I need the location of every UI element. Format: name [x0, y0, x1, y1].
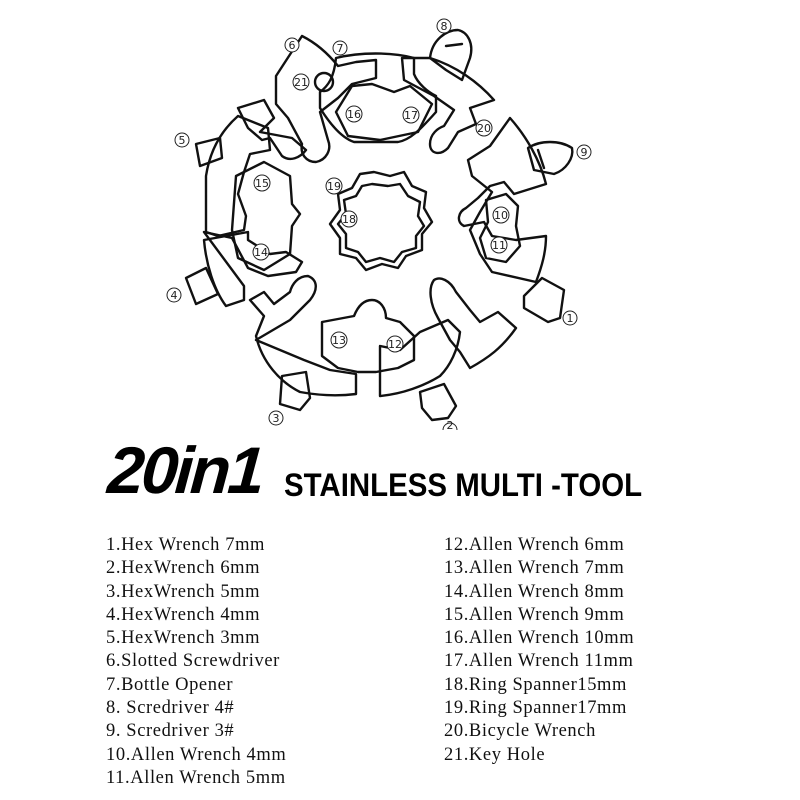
- list-item: 20.Bicycle Wrench: [444, 721, 596, 742]
- callout-15: [254, 175, 270, 191]
- list-item: 17.Allen Wrench 11mm: [444, 651, 634, 672]
- svg-text:2: 2: [446, 419, 454, 430]
- screwdriver-8: [430, 30, 471, 80]
- segment-right-upper: [459, 118, 546, 282]
- callout-12: [387, 336, 403, 352]
- callout-18: [341, 211, 357, 227]
- callout-20: [476, 120, 492, 136]
- callout-8: [437, 19, 451, 33]
- parts-list-left: [106, 534, 286, 790]
- list-item: 19.Ring Spanner17mm: [444, 698, 628, 719]
- list-item: 4.HexWrench 4mm: [106, 604, 261, 625]
- svg-text:14: 14: [254, 246, 268, 259]
- list-item: 5.HexWrench 3mm: [106, 628, 261, 649]
- list-item: 13.Allen Wrench 7mm: [444, 558, 625, 579]
- list-item: 7.Bottle Opener: [106, 674, 234, 695]
- callout-17: [403, 107, 419, 123]
- list-item: 9. Scredriver 3#: [106, 721, 235, 742]
- list-item: 3.HexWrench 5mm: [106, 581, 261, 602]
- callout-6: [285, 38, 299, 52]
- segment-top-left: [238, 100, 306, 159]
- list-item: 14.Allen Wrench 8mm: [444, 581, 625, 602]
- list-item: 18.Ring Spanner15mm: [444, 674, 628, 695]
- svg-text:5: 5: [178, 134, 186, 147]
- parts-list-right: [444, 534, 634, 767]
- svg-text:17: 17: [404, 109, 418, 122]
- callout-10: [493, 207, 509, 223]
- svg-text:3: 3: [272, 412, 280, 425]
- list-item: 11.Allen Wrench 5mm: [106, 767, 286, 788]
- svg-text:20: 20: [477, 122, 491, 135]
- list-item: 10.Allen Wrench 4mm: [106, 744, 287, 765]
- svg-text:15: 15: [255, 177, 269, 190]
- svg-text:16: 16: [347, 108, 361, 121]
- hex-wrench-1: [524, 278, 564, 322]
- svg-text:13: 13: [332, 334, 346, 347]
- list-item: 15.Allen Wrench 9mm: [444, 604, 625, 625]
- hex-wrench-3: [280, 372, 310, 410]
- list-item: 2.HexWrench 6mm: [106, 558, 261, 579]
- callout-14: [253, 244, 269, 260]
- callout-11: [491, 237, 507, 253]
- screwdriver-9: [528, 142, 572, 174]
- svg-text:18: 18: [342, 213, 356, 226]
- callout-21: [293, 74, 309, 90]
- callout-7: [333, 41, 347, 55]
- svg-text:9: 9: [580, 146, 588, 159]
- callout-4: [167, 288, 181, 302]
- list-item: 8. Scredriver 4#: [106, 698, 235, 719]
- svg-text:12: 12: [388, 338, 402, 351]
- hex-wrench-4: [186, 268, 218, 304]
- segment-bottom-right: [380, 320, 460, 396]
- list-item: 6.Slotted Screwdriver: [106, 651, 280, 672]
- hex-wrench-2: [420, 384, 456, 420]
- svg-text:7: 7: [336, 42, 344, 55]
- svg-text:11: 11: [492, 239, 506, 252]
- callout-2: [443, 419, 457, 430]
- svg-text:19: 19: [327, 180, 341, 193]
- title-main: 20in1: [105, 433, 265, 507]
- list-item: 12.Allen Wrench 6mm: [444, 535, 625, 555]
- svg-text:8: 8: [440, 20, 448, 33]
- title-subtitle: STAINLESS MULTI -TOOL: [284, 467, 643, 503]
- callout-9: [577, 145, 591, 159]
- svg-text:21: 21: [294, 76, 308, 89]
- callout-19: [326, 178, 342, 194]
- list-item: 21.Key Hole: [444, 744, 546, 765]
- callout-5: [175, 133, 189, 147]
- callout-1: [563, 311, 577, 325]
- svg-text:6: 6: [288, 39, 296, 52]
- callout-13: [331, 332, 347, 348]
- svg-text:1: 1: [566, 312, 574, 325]
- svg-text:10: 10: [494, 209, 508, 222]
- list-item: 16.Allen Wrench 10mm: [444, 628, 635, 649]
- svg-text:4: 4: [170, 289, 178, 302]
- callout-3: [269, 411, 283, 425]
- list-item: 1.Hex Wrench 7mm: [106, 535, 266, 555]
- callout-16: [346, 106, 362, 122]
